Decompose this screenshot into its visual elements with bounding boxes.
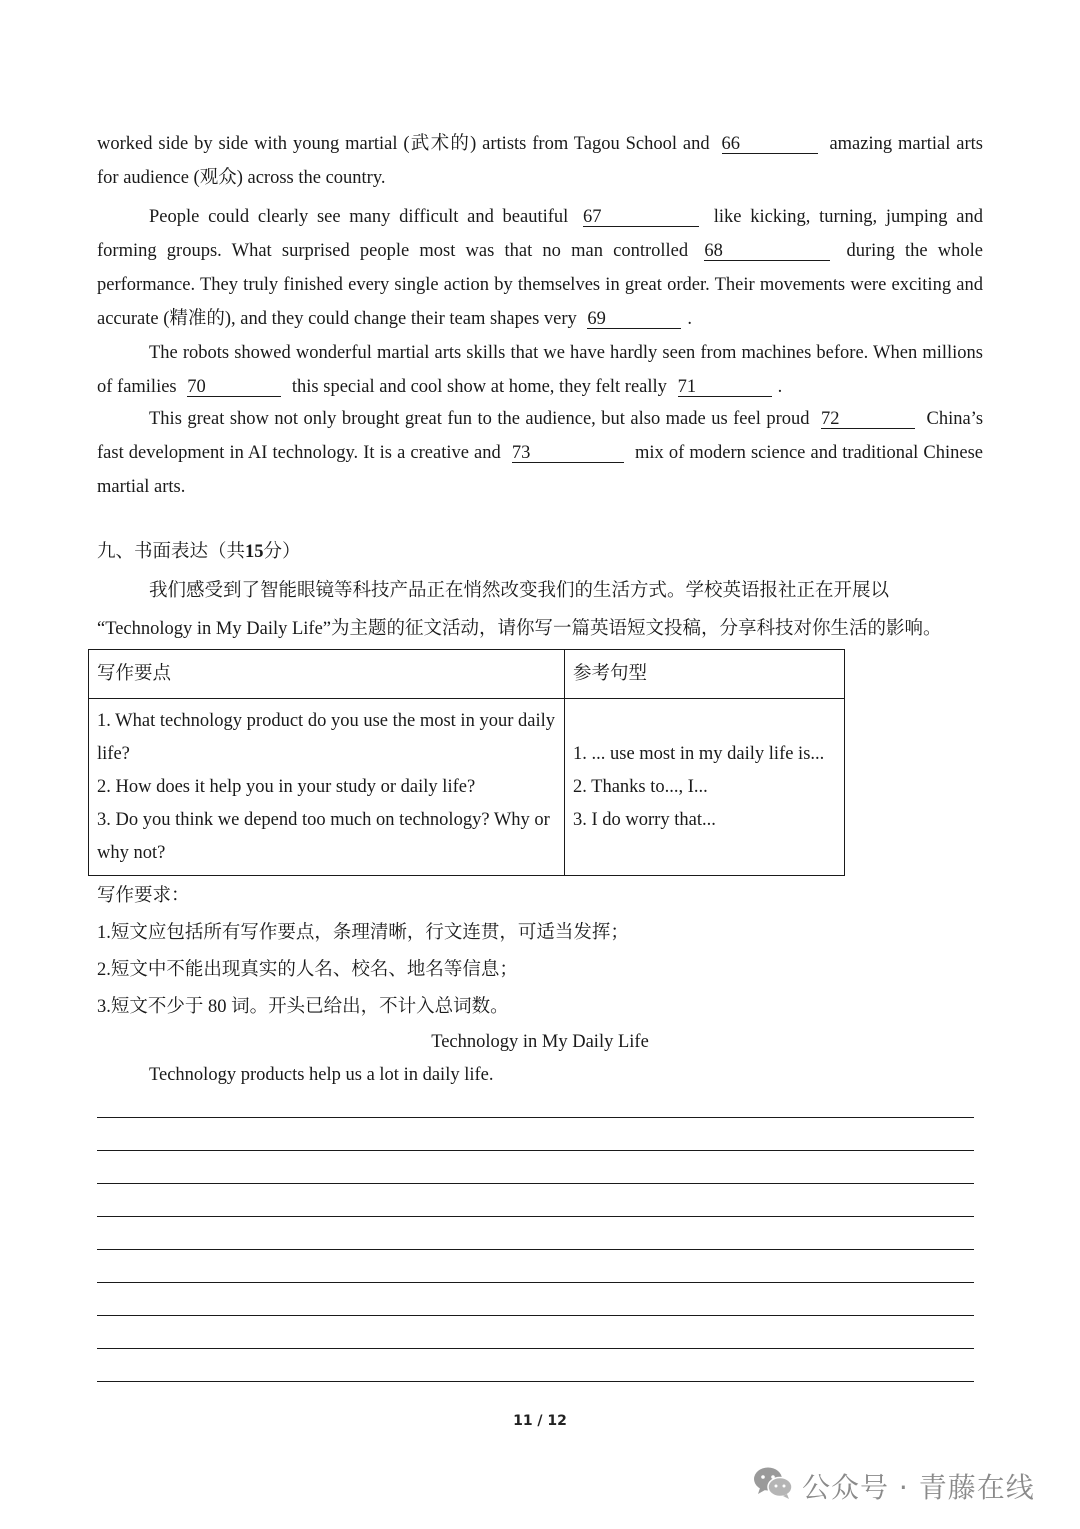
table-header-patterns: 参考句型 xyxy=(565,650,845,699)
passage-paragraph-3 xyxy=(97,336,983,404)
table-header-row xyxy=(89,650,845,699)
answer-line[interactable] xyxy=(97,1150,974,1151)
essay-opening-sentence: Technology products help us a lot in daily life. xyxy=(149,1065,494,1085)
blank-72[interactable]: 72 xyxy=(821,410,915,429)
passage-text: mix of modern science and traditional Chinese martial arts. xyxy=(97,443,984,497)
passage-paragraph-4 xyxy=(97,402,983,504)
writing-prompt-line-1: 我们感受到了智能眼镜等科技产品正在悄然改变我们的生活方式。学校英语报社正在开展以 xyxy=(149,581,890,601)
sentence-pattern: 2. Thanks to..., I... xyxy=(573,776,708,797)
answer-line[interactable] xyxy=(97,1315,974,1316)
blank-68[interactable]: 68 xyxy=(704,242,830,261)
writing-point: 2. How does it help you in your study or daily life? xyxy=(97,776,476,797)
passage-text: amazing martial arts for audience (观众) across the country. xyxy=(97,134,984,188)
sentence-pattern: 3. I do worry that... xyxy=(573,809,716,830)
writing-points-table xyxy=(88,649,845,876)
table-row xyxy=(89,699,845,876)
passage-text: . xyxy=(777,377,783,397)
writing-prompt-line-2: “Technology in My Daily Life”为主题的征文活动，请你写一篇英语短文投稿，分享科技对你生活的影响。 xyxy=(97,619,942,639)
writing-requirements xyxy=(97,878,629,1026)
answer-line[interactable] xyxy=(97,1117,974,1118)
answer-line[interactable] xyxy=(97,1348,974,1349)
watermark-text: 公众号 · 青藤在线 xyxy=(802,1471,1035,1504)
passage-text: China’s fast development in AI technology. It is a creative and xyxy=(97,409,984,463)
writing-prompt xyxy=(97,572,983,648)
answer-line[interactable] xyxy=(97,1249,974,1250)
watermark xyxy=(752,1464,1035,1508)
passage-text: People could clearly see many difficult and beautiful xyxy=(149,207,569,227)
writing-point: 3. Do you think we depend too much on technology? Why or why not? xyxy=(97,809,550,863)
requirement-item: 1.短文应包括所有写作要点，条理清晰，行文连贯，可适当发挥； xyxy=(97,923,629,943)
blank-70[interactable]: 70 xyxy=(187,378,281,397)
passage-text: worked side by side with young martial (武术的) artists from Tagou School and xyxy=(97,134,710,154)
answer-line[interactable] xyxy=(97,1282,974,1283)
page-number: 11 / 12 xyxy=(513,1413,567,1429)
blank-66[interactable]: 66 xyxy=(722,135,818,154)
blank-67[interactable]: 67 xyxy=(583,208,699,227)
passage-text: The robots showed wonderful martial arts skills that we have hardly seen from machines before. When millions of families xyxy=(97,343,983,397)
passage-paragraph-2 xyxy=(97,200,983,336)
passage-text: like kicking, turning, jumping and forming groups. What surprised people most was that no man controlled xyxy=(97,207,983,261)
answer-line[interactable] xyxy=(97,1183,974,1184)
passage-text: this special and cool show at home, they felt really xyxy=(291,377,667,397)
wechat-icon xyxy=(752,1465,794,1508)
passage-text: This great show not only brought great fun to the audience, but also made us feel proud xyxy=(149,409,810,429)
requirement-item: 3.短文不少于 80 词。开头已给出，不计入总词数。 xyxy=(97,997,509,1017)
passage-paragraph-1 xyxy=(97,127,983,195)
sentence-pattern: 1. ... use most in my daily life is... xyxy=(573,743,825,764)
writing-points-cell xyxy=(89,699,565,876)
passage-text: . xyxy=(687,309,693,329)
passage-text: during the whole performance. They truly finished every single action by themselves in great order. Their movements were exciting and accurate (精准的), and they could change their team shapes very xyxy=(97,241,983,329)
requirements-title: 写作要求： xyxy=(97,886,190,906)
sentence-patterns-cell xyxy=(565,699,845,876)
blank-73[interactable]: 73 xyxy=(512,444,624,463)
blank-71[interactable]: 71 xyxy=(678,378,772,397)
requirement-item: 2.短文中不能出现真实的人名、校名、地名等信息； xyxy=(97,960,518,980)
answer-line[interactable] xyxy=(97,1381,974,1382)
writing-point: 1. What technology product do you use the most in your daily life? xyxy=(97,710,555,764)
answer-line[interactable] xyxy=(97,1216,974,1217)
table-header-points: 写作要点 xyxy=(89,650,565,699)
section-score: 15 xyxy=(245,542,264,562)
section-title: 九、书面表达（共15分） xyxy=(97,542,301,562)
blank-69[interactable]: 69 xyxy=(587,310,681,329)
essay-title: Technology in My Daily Life xyxy=(431,1032,649,1052)
